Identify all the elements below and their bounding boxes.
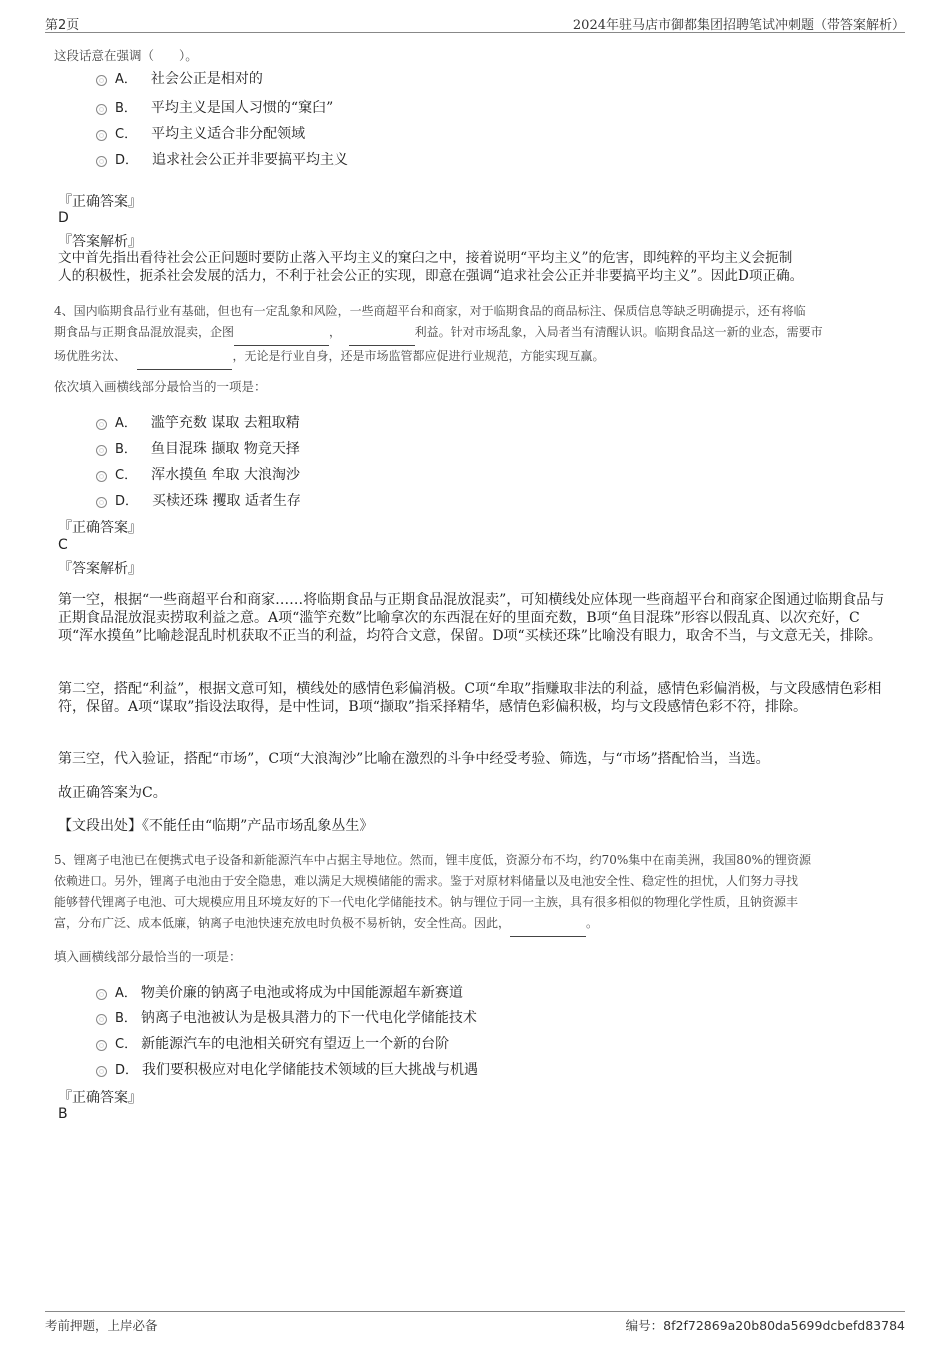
blank-2 (349, 324, 415, 346)
q3-option-d[interactable]: D． 追求社会公正并非要搞平均主义 (96, 149, 348, 169)
page-footer (45, 1311, 905, 1334)
radio-icon[interactable] (96, 445, 107, 456)
q3-stem: 这段话意在强调（ ）。 (54, 48, 198, 63)
radio-icon[interactable] (96, 1066, 107, 1077)
q4-option-a[interactable]: A． 滥竽充数 谋取 去粗取精 (96, 412, 300, 432)
q4-analysis-4: 故正确答案为C。 (58, 785, 167, 801)
q5-option-a[interactable]: A． 物美价廉的钠离子电池或将成为中国能源超车新赛道 (96, 982, 463, 1002)
q4-source: 【文段出处】《不能任由“临期”产品市场乱象丛生》 (58, 818, 374, 834)
q4-option-c[interactable]: C． 浑水摸鱼 牟取 大浪淘沙 (96, 464, 300, 484)
q3-option-b[interactable]: B． 平均主义是国人习惯的“窠臼” (96, 97, 333, 117)
blank-3 (137, 348, 232, 370)
q4-option-d[interactable]: D． 买椟还珠 攫取 适者生存 (96, 490, 301, 510)
q5-prompt: 填入画横线部分最恰当的一项是： (54, 949, 242, 964)
q4-option-b[interactable]: B． 鱼目混珠 撷取 物竞天择 (96, 438, 300, 458)
blank-1 (234, 324, 329, 346)
q4-analysis-label: 『答案解析』 (58, 561, 142, 577)
q4-prompt: 依次填入画横线部分最恰当的一项是： (54, 379, 267, 394)
q5-option-b[interactable]: B． 钠离子电池被认为是极具潜力的下一代电化学储能技术 (96, 1007, 477, 1027)
q3-answer: D (58, 210, 69, 226)
radio-icon[interactable] (96, 497, 107, 508)
q3-analysis-label: 『答案解析』 (58, 234, 142, 250)
document-title: 2024年驻马店市御都集团招聘笔试冲刺题（带答案解析） (572, 18, 905, 33)
footer-slogan: 考前押题，上岸必备 (45, 1318, 158, 1333)
q3-analysis: 文中首先指出看待社会公正问题时要防止落入平均主义的窠臼之中，接着说明“平均主义”的危害，即纯粹的平均主义会扼制 人的积极性，扼杀社会发展的活力，不利于社会公正的实现，即意在强调“追求社会公正并非要搞平均主义”。因此D项正确。 (58, 250, 804, 284)
page-header (45, 12, 905, 33)
radio-icon[interactable] (96, 75, 107, 86)
radio-icon[interactable] (96, 419, 107, 430)
radio-icon[interactable] (96, 130, 107, 141)
radio-icon[interactable] (96, 1014, 107, 1025)
q4-stem: 4、国内临期食品行业有基础，但也有一定乱象和风险，一些商超平台和商家，对于临期食品的商品标注、保质信息等缺乏明确提示，还有将临 期食品与正期食品混放混卖，企图 ， 利益。针对市场乱象，入局者当有清醒认识。临期食品这一新的业态，需要市 场优胜劣汰、 ，无论是行业自身，还是市场监管都应促进行业规范，方能实现互赢。 (54, 301, 904, 370)
q4-analysis-1: 第一空，根据“一些商超平台和商家……将临期食品与正期食品混放混卖”，可知横线处应体现一些商超平台和商家企图通过临期食品与正期食品混放混卖捞取利益之意。A项“滥竽充数”比喻拿次的东西混在好的里面充数，B项“鱼目混珠”形容以假乱真、以次充好，C项“浑水摸鱼”比喻趁混乱时机获取不正当的利益，均符合文意，保留。D项“买椟还珠”比喻没有眼力，取舍不当，与文意无关，排除。 (58, 592, 885, 644)
radio-icon[interactable] (96, 471, 107, 482)
radio-icon[interactable] (96, 1040, 107, 1051)
q3-answer-label: 『正确答案』 (58, 194, 142, 210)
q5-answer: B (58, 1106, 68, 1122)
q5-option-c[interactable]: C． 新能源汽车的电池相关研究有望迈上一个新的台阶 (96, 1033, 449, 1053)
document-code: 编号：8f2f72869a20b80da5699dcbefd83784 (625, 1318, 905, 1333)
q5-option-d[interactable]: D． 我们要积极应对电化学储能技术领域的巨大挑战与机遇 (96, 1059, 478, 1079)
q3-option-c[interactable]: C． 平均主义适合非分配领域 (96, 123, 305, 143)
q3-option-a[interactable]: A． 社会公正是相对的 (96, 68, 263, 88)
page-number: 第2页 (45, 18, 80, 33)
q5-answer-label: 『正确答案』 (58, 1090, 142, 1106)
radio-icon[interactable] (96, 104, 107, 115)
radio-icon[interactable] (96, 156, 107, 167)
q4-answer: C (58, 537, 68, 553)
q5-stem: 5、锂离子电池已在便携式电子设备和新能源汽车中占据主导地位。然而，锂丰度低，资源分布不均，约70%集中在南美洲，我国80%的锂资源 依赖进口。另外，锂离子电池由于安全隐患，难以满足大规模储能的需求。鉴于对原材料储量以及电池安全性、稳定性的担忧，人们努力寻找 能够替代锂离子电池、可大规模应用且环境友好的下一代电化学储能技术。钠与锂位于同一主族，具有很多相似的物理化学性质，且钠资源丰 富，分布广泛、成本低廉，钠离子电池快速充放电时负极不易析钠，安全性高。因此， 。 (54, 850, 904, 937)
q4-analysis-3: 第三空，代入验证，搭配“市场”，C项“大浪淘沙”比喻在激烈的斗争中经受考验、筛选，与“市场”搭配恰当，当选。 (58, 751, 770, 767)
radio-icon[interactable] (96, 989, 107, 1000)
blank-4 (510, 915, 586, 937)
q4-answer-label: 『正确答案』 (58, 520, 142, 536)
q4-analysis-2: 第二空，搭配“利益”，根据文意可知，横线处的感情色彩偏消极。C项“牟取”指赚取非法的利益，感情色彩偏消极，与文段感情色彩相符，保留。A项“谋取”指设法取得，是中性词，B项“撷取”指采择精华，感情色彩偏积极，均与文段感情色彩不符，排除。 (58, 681, 882, 715)
